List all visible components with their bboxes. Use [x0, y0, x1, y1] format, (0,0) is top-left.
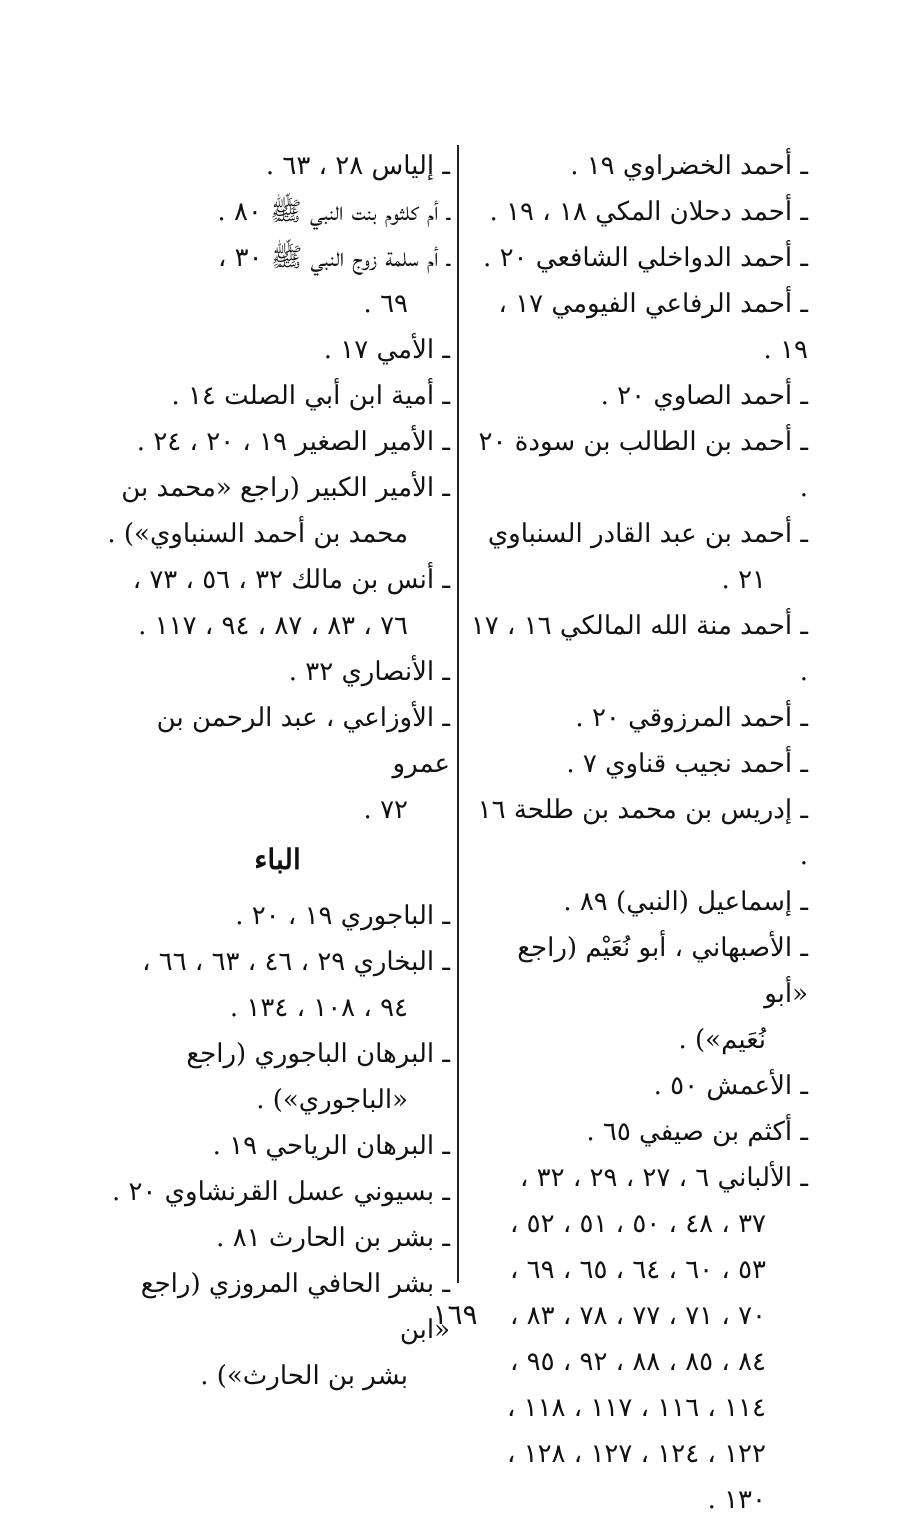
index-entry	[468, 235, 808, 281]
index-entry-line: ـ أحمد بن الطالب بن سودة ٢٠ .	[478, 427, 808, 503]
section-heading-ba: الباء	[254, 843, 301, 876]
index-entry-line: ـ أحمد دحلان المكي ١٨ ، ١٩ .	[489, 197, 808, 227]
index-entry	[468, 281, 808, 373]
index-entry-line: ـ البخاري ٢٩ ، ٤٦ ، ٦٣ ، ٦٦ ،	[142, 947, 450, 977]
index-entry-continuation: ٨٤ ، ٨٥ ، ٨٨ ، ٩٢ ، ٩٥ ،	[509, 1347, 766, 1377]
index-entry	[105, 939, 450, 1031]
index-entry	[105, 235, 450, 327]
index-entry	[468, 189, 808, 235]
index-entry-line: ـ بشر بن الحارث ٨١ .	[216, 1223, 450, 1253]
index-entry	[105, 695, 450, 833]
index-entry-continuation: «الباجوري») .	[256, 1085, 408, 1115]
index-entry	[105, 327, 450, 373]
index-entry	[468, 511, 808, 603]
index-entry	[105, 557, 450, 649]
index-entry-line: ـ أحمد الدواخلي الشافعي ٢٠ .	[483, 243, 808, 273]
index-entry-line: ـ البرهان الرياحي ١٩ .	[212, 1131, 450, 1161]
index-entry-line: ـ البرهان الباجوري (راجع	[186, 1039, 450, 1069]
index-group-alif	[105, 143, 450, 833]
index-entry-continuation: ٧٢ .	[363, 795, 408, 825]
index-entry-line: ـ الأوزاعي ، عبد الرحمن بن عمرو	[156, 703, 450, 779]
index-entry-continuation: ٧٦ ، ٨٣ ، ٨٧ ، ٩٤ ، ١١٧ .	[138, 611, 408, 641]
index-entry-line: ـ أحمد الرفاعي الفيومي ١٧ ، ١٩ .	[498, 289, 808, 365]
index-entry-line: ـ أحمد الصاوي ٢٠ .	[600, 381, 808, 411]
index-entry	[468, 373, 808, 419]
index-entry	[468, 925, 808, 1063]
index-entry	[468, 787, 808, 879]
index-entry-continuation: ٦٩ .	[363, 289, 408, 319]
index-entry	[468, 695, 808, 741]
index-entry-line: ـ الأعمش ٥٠ .	[653, 1071, 808, 1101]
index-entry	[468, 1155, 808, 1523]
index-entry-line: ـ إدريس بن محمد بن طلحة ١٦ .	[477, 795, 808, 871]
index-entry-continuation: محمد بن أحمد السنباوي») .	[107, 519, 408, 549]
index-entry-line: ـ أحمد بن عبد القادر السنباوي	[487, 519, 808, 549]
index-entry	[105, 373, 450, 419]
index-entry	[468, 603, 808, 695]
index-entry-continuation: ١٣٠ .	[707, 1485, 766, 1515]
index-entry-line: ـ الأنصاري ٣٢ .	[288, 657, 450, 687]
index-entry-line: ـ أنس بن مالك ٣٢ ، ٥٦ ، ٧٣ ،	[132, 565, 450, 595]
index-entry-line: ـ بشر الحافي المروزي (راجع «ابن	[140, 1269, 450, 1345]
index-entry	[105, 1215, 450, 1261]
index-entry-continuation: ٢١ .	[721, 565, 766, 595]
page-number: ١٦٩	[432, 1298, 478, 1331]
index-entry	[105, 649, 450, 695]
index-entry-line: ـ الألباني ٦ ، ٢٧ ، ٢٩ ، ٣٢ ،	[520, 1163, 808, 1193]
index-entry-line: ـ أحمد منة الله المالكي ١٦ ، ١٧ .	[470, 611, 808, 687]
index-entry-continuation: ١٢٢ ، ١٢٤ ، ١٢٧ ، ١٢٨ ،	[506, 1439, 766, 1469]
index-entry-line: ـ إلياس ٢٨ ، ٦٣ .	[265, 151, 450, 181]
index-entry-line: ـ الأمي ١٧ .	[323, 335, 450, 365]
index-entry-line: ـ أحمد نجيب قناوي ٧ .	[566, 749, 808, 779]
index-entry-line: ـ الأمير الصغير ١٩ ، ٢٠ ، ٢٤ .	[136, 427, 450, 457]
index-entry	[468, 879, 808, 925]
index-entry-line: ـ الأصبهاني ، أبو نُعَيْم (راجع «أبو	[517, 933, 808, 1009]
index-entry-continuation: ١١٤ ، ١١٦ ، ١١٧ ، ١١٨ ،	[506, 1393, 766, 1423]
index-entry	[105, 143, 450, 189]
index-entry	[105, 1123, 450, 1169]
index-entry	[468, 1063, 808, 1109]
index-entry-line: ـ الباجوري ١٩ ، ٢٠ .	[235, 901, 450, 931]
index-entry-line: ـ أمية ابن أبي الصلت ١٤ .	[171, 381, 450, 411]
index-entry	[105, 1031, 450, 1123]
index-entry	[468, 1109, 808, 1155]
index-entry	[468, 143, 808, 189]
column-divider	[457, 145, 459, 1283]
index-entry-line: ـ إسماعيل (النبي) ٨٩ .	[563, 887, 808, 917]
index-entry-line: ـ أم كلثوم بنت النبي ﷺ ٨٠ .	[217, 197, 450, 227]
index-entry	[105, 465, 450, 557]
index-entry-line: ـ أكثم بن صيفي ٦٥ .	[586, 1117, 808, 1147]
index-entry	[468, 741, 808, 787]
index-entry	[105, 419, 450, 465]
index-entry-line: ـ الأمير الكبير (راجع «محمد بن	[121, 473, 450, 503]
index-entry-line: ـ أحمد المرزوقي ٢٠ .	[575, 703, 808, 733]
index-entry-line: ـ أحمد الخضراوي ١٩ .	[570, 151, 808, 181]
index-entry	[105, 893, 450, 939]
index-entry	[468, 419, 808, 511]
index-entry-continuation: ٩٤ ، ١٠٨ ، ١٣٤ .	[229, 993, 408, 1023]
index-entry-continuation: ٣٧ ، ٤٨ ، ٥٠ ، ٥١ ، ٥٢ ،	[509, 1209, 766, 1239]
index-entry-continuation: بشر بن الحارث») .	[200, 1361, 408, 1391]
index-entry	[105, 1169, 450, 1215]
index-entry-continuation: ٥٣ ، ٦٠ ، ٦٤ ، ٦٥ ، ٦٩ ،	[509, 1255, 766, 1285]
index-entry-line: ـ بسيوني عسل القرنشاوي ٢٠ .	[111, 1177, 450, 1207]
index-entry-continuation: نُعَيم») .	[678, 1025, 766, 1055]
index-entry-continuation: ٧٠ ، ٧١ ، ٧٧ ، ٧٨ ، ٨٣ ،	[509, 1301, 766, 1331]
index-column-left	[105, 143, 450, 1399]
index-entry	[105, 189, 450, 235]
index-entry-line: ـ أم سلمة زوج النبي ﷺ ٣٠ ،	[218, 243, 450, 273]
